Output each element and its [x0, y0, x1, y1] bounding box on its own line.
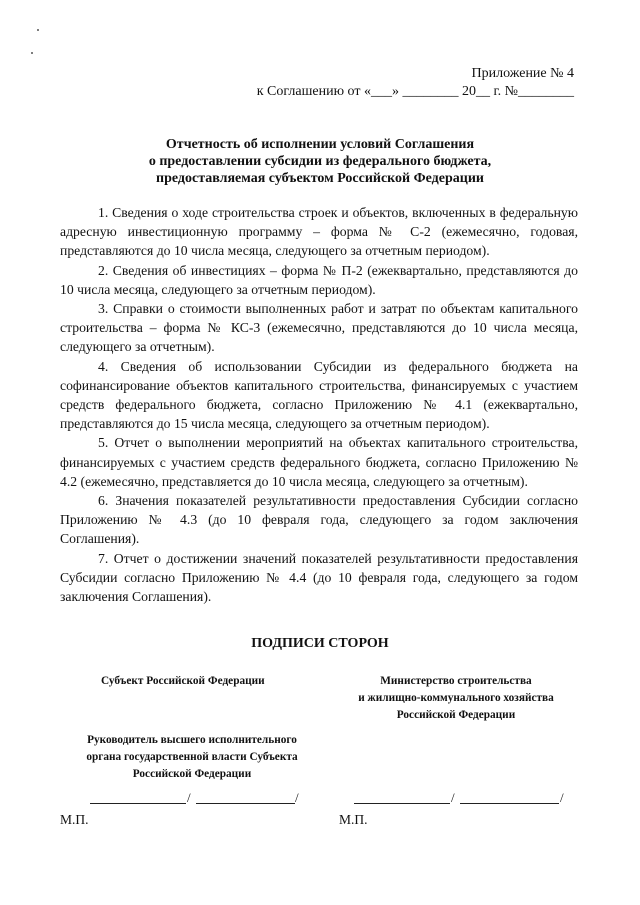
left-signatory-title — [66, 732, 318, 783]
left-party-name: Субъект Российской Федерации — [101, 675, 265, 687]
signature-line — [90, 803, 186, 804]
title-line: о предоставлении субсидии из федерального бюджета, — [148, 154, 492, 169]
stamp-placeholder-right: М.П. — [339, 812, 368, 827]
signature-separator: / — [560, 790, 564, 805]
list-item: 6. Значения показателей результативности предоставления Субсидии согласно Приложению № 4.3 (до 10 февраля года, следующего за годом заключения Соглашения). — [60, 493, 578, 547]
party-line: Российской Федерации — [396, 709, 516, 721]
agreement-reference: к Соглашению от «___» ________ 20__ г. №________ — [256, 84, 574, 99]
signature-separator: / — [295, 790, 299, 805]
signatory-line: Российской Федерации — [132, 768, 252, 780]
scan-speck — [31, 52, 33, 54]
name-line — [460, 803, 559, 804]
stamp-placeholder-left: М.П. — [60, 812, 89, 827]
title-line: Отчетность об исполнении условий Соглашения — [165, 137, 475, 152]
party-line: и жилищно-коммунального хозяйства — [358, 692, 554, 704]
signature-separator: / — [187, 790, 191, 805]
appendix-label: Приложение № 4 — [471, 66, 574, 81]
list-item: 7. Отчет о достижении значений показателей результативности предоставления Субсидии согласно Приложению № 4.4 (до 10 февраля года, следующего за годом заключения Соглашения). — [60, 550, 578, 605]
signature-separator: / — [451, 790, 455, 805]
signatory-line: органа государственной власти Субъекта — [86, 751, 298, 763]
list-item: 3. Справки о стоимости выполненных работ и затрат по объектам капитального строительства – форма № КС-3 (ежемесячно, представляются до 10 числа месяца, следующего за отчетным). — [60, 301, 578, 355]
signatory-line: Руководитель высшего исполнительного — [87, 734, 297, 746]
title-line: предоставляемая субъектом Российской Федерации — [156, 171, 484, 186]
signature-line — [354, 803, 450, 804]
right-party-name — [334, 673, 578, 724]
scan-speck — [37, 29, 39, 31]
party-line: Министерство строительства — [380, 675, 532, 687]
name-line — [196, 803, 295, 804]
list-item: 4. Сведения об использовании Субсидии из федерального бюджета на софинансирование объектов капитального строительства, финансируемых с участием средств федерального бюджета, согласно Приложению № 4.1 (ежеквартально, представляются до 15 числа месяца, следующего за отчетным периодом). — [60, 358, 578, 432]
list-item: 5. Отчет о выполнении мероприятий на объектах капитального строительства, финансируемых с участием средств федерального бюджета, согласно Приложению № 4.2 (ежемесячно, представляется до 10 числа месяца, следующего за отчетным). — [60, 435, 578, 489]
document-title — [0, 136, 640, 187]
requirements-list — [60, 203, 578, 606]
signatures-heading: ПОДПИСИ СТОРОН — [251, 636, 389, 651]
list-item: 2. Сведения об инвестициях – форма № П-2 (ежеквартально, представляются до 10 числа месяца, следующего за отчетным периодом). — [60, 262, 578, 297]
list-item: 1. Сведения о ходе строительства строек и объектов, включенных в федеральную адресную инвестиционную программу – форма № С-2 (ежемесячно, годовая, представляются до 10 числа месяца, следующего за отчетным периодом). — [60, 205, 578, 259]
